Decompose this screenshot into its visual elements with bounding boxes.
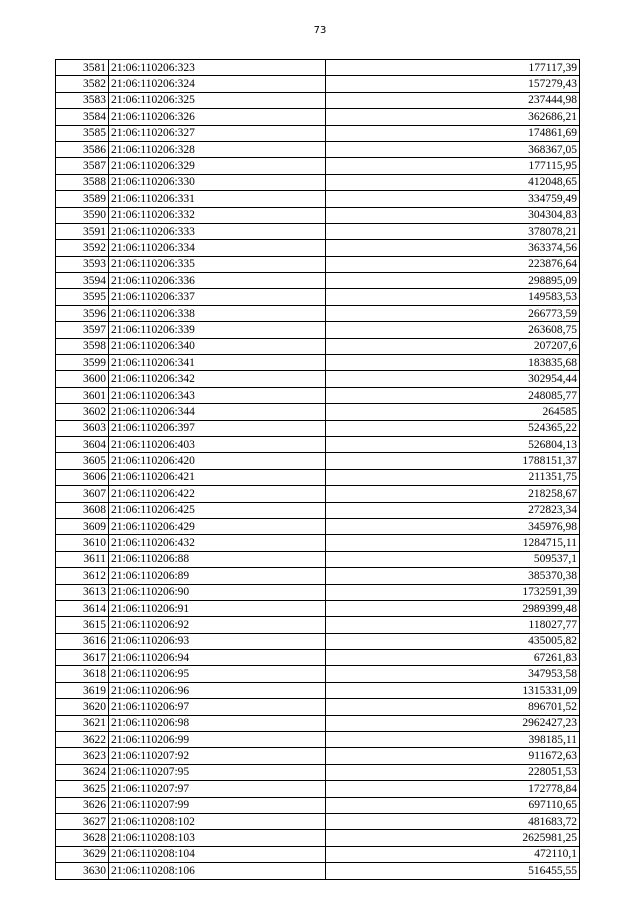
- value-cell: 334759,49: [326, 191, 580, 207]
- value-cell: 1732591,39: [326, 584, 580, 600]
- table-row: [56, 273, 580, 289]
- value-cell: 2989399,48: [326, 600, 580, 616]
- row-number-cell: 3620: [56, 699, 109, 715]
- cadastral-code-cell: 21:06:110206:96: [109, 682, 326, 698]
- table-row: [56, 617, 580, 633]
- row-number-cell: 3615: [56, 617, 109, 633]
- value-cell: 298895,09: [326, 273, 580, 289]
- cadastral-code-cell: 21:06:110206:94: [109, 650, 326, 666]
- cadastral-code-cell: 21:06:110206:343: [109, 387, 326, 403]
- row-number-cell: 3602: [56, 404, 109, 420]
- value-cell: 412048,65: [326, 174, 580, 190]
- value-cell: 896701,52: [326, 699, 580, 715]
- value-cell: 263608,75: [326, 322, 580, 338]
- value-cell: 264585: [326, 404, 580, 420]
- row-number-cell: 3622: [56, 732, 109, 748]
- row-number-cell: 3629: [56, 846, 109, 862]
- value-cell: 398185,11: [326, 732, 580, 748]
- value-cell: 118027,77: [326, 617, 580, 633]
- table-row: [56, 650, 580, 666]
- value-cell: 248085,77: [326, 387, 580, 403]
- value-cell: 509537,1: [326, 551, 580, 567]
- row-number-cell: 3618: [56, 666, 109, 682]
- row-number-cell: 3613: [56, 584, 109, 600]
- value-cell: 697110,65: [326, 797, 580, 813]
- value-cell: 67261,83: [326, 650, 580, 666]
- value-cell: 526804,13: [326, 436, 580, 452]
- table-row: [56, 551, 580, 567]
- row-number-cell: 3606: [56, 469, 109, 485]
- cadastral-code-cell: 21:06:110206:327: [109, 125, 326, 141]
- value-cell: 304304,83: [326, 207, 580, 223]
- row-number-cell: 3583: [56, 92, 109, 108]
- table-row: [56, 240, 580, 256]
- cadastral-code-cell: 21:06:110206:333: [109, 223, 326, 239]
- value-cell: 172778,84: [326, 781, 580, 797]
- value-cell: 516455,55: [326, 863, 580, 879]
- table-row: [56, 174, 580, 190]
- value-cell: 177115,95: [326, 158, 580, 174]
- row-number-cell: 3624: [56, 764, 109, 780]
- row-number-cell: 3616: [56, 633, 109, 649]
- page-number: 73: [313, 25, 327, 36]
- value-cell: 174861,69: [326, 125, 580, 141]
- table-row: [56, 355, 580, 371]
- table-row: [56, 305, 580, 321]
- cadastral-code-cell: 21:06:110206:421: [109, 469, 326, 485]
- table-row: [56, 813, 580, 829]
- cadastral-code-cell: 21:06:110206:331: [109, 191, 326, 207]
- table-row: [56, 60, 580, 76]
- value-cell: 2625981,25: [326, 830, 580, 846]
- value-cell: 218258,67: [326, 486, 580, 502]
- table-row: [56, 863, 580, 879]
- cadastral-code-cell: 21:06:110206:422: [109, 486, 326, 502]
- table-row: [56, 469, 580, 485]
- cadastral-code-cell: 21:06:110207:92: [109, 748, 326, 764]
- table-row: [56, 797, 580, 813]
- table-row: [56, 486, 580, 502]
- table-row: [56, 584, 580, 600]
- row-number-cell: 3628: [56, 830, 109, 846]
- table-row: [56, 732, 580, 748]
- table-row: [56, 191, 580, 207]
- row-number-cell: 3603: [56, 420, 109, 436]
- cadastral-code-cell: 21:06:110208:102: [109, 813, 326, 829]
- cadastral-code-cell: 21:06:110206:91: [109, 600, 326, 616]
- table-body: [56, 60, 580, 880]
- value-cell: 211351,75: [326, 469, 580, 485]
- value-cell: 1284715,11: [326, 535, 580, 551]
- cadastral-code-cell: 21:06:110208:104: [109, 846, 326, 862]
- table-row: [56, 764, 580, 780]
- cadastral-code-cell: 21:06:110207:99: [109, 797, 326, 813]
- row-number-cell: 3597: [56, 322, 109, 338]
- value-cell: 2962427,23: [326, 715, 580, 731]
- table-row: [56, 830, 580, 846]
- table-row: [56, 420, 580, 436]
- value-cell: 911672,63: [326, 748, 580, 764]
- table-row: [56, 109, 580, 125]
- row-number-cell: 3614: [56, 600, 109, 616]
- value-cell: 272823,34: [326, 502, 580, 518]
- row-number-cell: 3607: [56, 486, 109, 502]
- cadastral-code-cell: 21:06:110206:342: [109, 371, 326, 387]
- cadastral-code-cell: 21:06:110206:332: [109, 207, 326, 223]
- row-number-cell: 3585: [56, 125, 109, 141]
- row-number-cell: 3589: [56, 191, 109, 207]
- data-table: [55, 59, 580, 880]
- value-cell: 363374,56: [326, 240, 580, 256]
- value-cell: 1315331,09: [326, 682, 580, 698]
- cadastral-code-cell: 21:06:110206:88: [109, 551, 326, 567]
- cadastral-code-cell: 21:06:110206:337: [109, 289, 326, 305]
- table-row: [56, 436, 580, 452]
- row-number-cell: 3596: [56, 305, 109, 321]
- row-number-cell: 3595: [56, 289, 109, 305]
- cadastral-code-cell: 21:06:110206:341: [109, 355, 326, 371]
- cadastral-code-cell: 21:06:110206:325: [109, 92, 326, 108]
- cadastral-code-cell: 21:06:110206:340: [109, 338, 326, 354]
- table-row: [56, 502, 580, 518]
- cadastral-code-cell: 21:06:110206:328: [109, 141, 326, 157]
- cadastral-code-cell: 21:06:110206:425: [109, 502, 326, 518]
- row-number-cell: 3617: [56, 650, 109, 666]
- value-cell: 157279,43: [326, 76, 580, 92]
- cadastral-code-cell: 21:06:110206:97: [109, 699, 326, 715]
- row-number-cell: 3587: [56, 158, 109, 174]
- cadastral-code-cell: 21:06:110206:429: [109, 518, 326, 534]
- cadastral-code-cell: 21:06:110206:99: [109, 732, 326, 748]
- table-row: [56, 141, 580, 157]
- table-row: [56, 846, 580, 862]
- table-row: [56, 404, 580, 420]
- table-row: [56, 699, 580, 715]
- cadastral-code-cell: 21:06:110206:334: [109, 240, 326, 256]
- cadastral-code-cell: 21:06:110208:103: [109, 830, 326, 846]
- cadastral-code-cell: 21:06:110206:89: [109, 568, 326, 584]
- cadastral-code-cell: 21:06:110206:336: [109, 273, 326, 289]
- cadastral-code-cell: 21:06:110206:98: [109, 715, 326, 731]
- row-number-cell: 3588: [56, 174, 109, 190]
- value-cell: 266773,59: [326, 305, 580, 321]
- table-row: [56, 715, 580, 731]
- value-cell: 207207,6: [326, 338, 580, 354]
- cadastral-code-cell: 21:06:110206:344: [109, 404, 326, 420]
- table-row: [56, 666, 580, 682]
- cadastral-code-cell: 21:06:110206:432: [109, 535, 326, 551]
- row-number-cell: 3625: [56, 781, 109, 797]
- row-number-cell: 3610: [56, 535, 109, 551]
- value-cell: 177117,39: [326, 60, 580, 76]
- table-row: [56, 535, 580, 551]
- table-row: [56, 125, 580, 141]
- value-cell: 435005,82: [326, 633, 580, 649]
- value-cell: 223876,64: [326, 256, 580, 272]
- table-row: [56, 748, 580, 764]
- table-row: [56, 387, 580, 403]
- cadastral-code-cell: 21:06:110207:97: [109, 781, 326, 797]
- row-number-cell: 3586: [56, 141, 109, 157]
- value-cell: 228051,53: [326, 764, 580, 780]
- row-number-cell: 3619: [56, 682, 109, 698]
- value-cell: 362686,21: [326, 109, 580, 125]
- table-row: [56, 633, 580, 649]
- table-row: [56, 256, 580, 272]
- row-number-cell: 3605: [56, 453, 109, 469]
- table-row: [56, 92, 580, 108]
- table-row: [56, 568, 580, 584]
- table-row: [56, 682, 580, 698]
- row-number-cell: 3584: [56, 109, 109, 125]
- row-number-cell: 3592: [56, 240, 109, 256]
- row-number-cell: 3598: [56, 338, 109, 354]
- cadastral-code-cell: 21:06:110207:95: [109, 764, 326, 780]
- row-number-cell: 3581: [56, 60, 109, 76]
- value-cell: 345976,98: [326, 518, 580, 534]
- cadastral-code-cell: 21:06:110206:339: [109, 322, 326, 338]
- value-cell: 481683,72: [326, 813, 580, 829]
- value-cell: 1788151,37: [326, 453, 580, 469]
- row-number-cell: 3593: [56, 256, 109, 272]
- value-cell: 149583,53: [326, 289, 580, 305]
- value-cell: 302954,44: [326, 371, 580, 387]
- value-cell: 183835,68: [326, 355, 580, 371]
- cadastral-code-cell: 21:06:110206:338: [109, 305, 326, 321]
- row-number-cell: 3626: [56, 797, 109, 813]
- table-row: [56, 781, 580, 797]
- value-cell: 524365,22: [326, 420, 580, 436]
- table-row: [56, 223, 580, 239]
- value-cell: 368367,05: [326, 141, 580, 157]
- row-number-cell: 3621: [56, 715, 109, 731]
- table-row: [56, 453, 580, 469]
- row-number-cell: 3609: [56, 518, 109, 534]
- value-cell: 347953,58: [326, 666, 580, 682]
- row-number-cell: 3623: [56, 748, 109, 764]
- table-row: [56, 76, 580, 92]
- cadastral-code-cell: 21:06:110206:335: [109, 256, 326, 272]
- table-row: [56, 322, 580, 338]
- cadastral-code-cell: 21:06:110206:90: [109, 584, 326, 600]
- cadastral-code-cell: 21:06:110206:329: [109, 158, 326, 174]
- row-number-cell: 3600: [56, 371, 109, 387]
- row-number-cell: 3630: [56, 863, 109, 879]
- row-number-cell: 3604: [56, 436, 109, 452]
- row-number-cell: 3627: [56, 813, 109, 829]
- value-cell: 237444,98: [326, 92, 580, 108]
- cadastral-code-cell: 21:06:110206:326: [109, 109, 326, 125]
- table-row: [56, 207, 580, 223]
- cadastral-code-cell: 21:06:110206:397: [109, 420, 326, 436]
- row-number-cell: 3582: [56, 76, 109, 92]
- cadastral-code-cell: 21:06:110206:95: [109, 666, 326, 682]
- value-cell: 472110,1: [326, 846, 580, 862]
- table-row: [56, 371, 580, 387]
- row-number-cell: 3608: [56, 502, 109, 518]
- cadastral-code-cell: 21:06:110206:324: [109, 76, 326, 92]
- value-cell: 385370,38: [326, 568, 580, 584]
- row-number-cell: 3594: [56, 273, 109, 289]
- cadastral-code-cell: 21:06:110206:93: [109, 633, 326, 649]
- table-row: [56, 158, 580, 174]
- cadastral-code-cell: 21:06:110206:330: [109, 174, 326, 190]
- row-number-cell: 3599: [56, 355, 109, 371]
- cadastral-code-cell: 21:06:110206:92: [109, 617, 326, 633]
- row-number-cell: 3590: [56, 207, 109, 223]
- row-number-cell: 3591: [56, 223, 109, 239]
- value-cell: 378078,21: [326, 223, 580, 239]
- table-row: [56, 518, 580, 534]
- table-row: [56, 338, 580, 354]
- cadastral-code-cell: 21:06:110208:106: [109, 863, 326, 879]
- row-number-cell: 3612: [56, 568, 109, 584]
- row-number-cell: 3601: [56, 387, 109, 403]
- table-row: [56, 289, 580, 305]
- cadastral-code-cell: 21:06:110206:403: [109, 436, 326, 452]
- table-row: [56, 600, 580, 616]
- cadastral-code-cell: 21:06:110206:323: [109, 60, 326, 76]
- cadastral-code-cell: 21:06:110206:420: [109, 453, 326, 469]
- row-number-cell: 3611: [56, 551, 109, 567]
